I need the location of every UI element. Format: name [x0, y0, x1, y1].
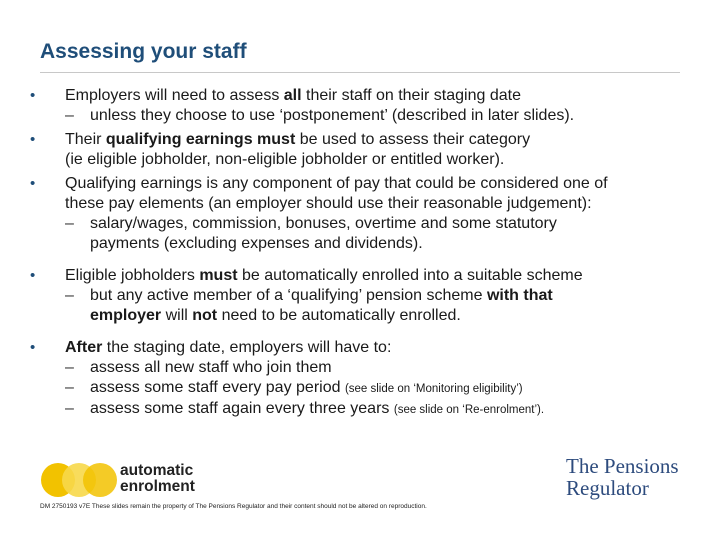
dash-icon: – — [65, 359, 74, 376]
bullet-item — [30, 338, 695, 420]
slide-content — [30, 86, 695, 424]
footer-disclaimer: DM 2750193 v7E These slides remain the property of The Pensions Regulator and their content should not be altered on reproduction. — [40, 503, 427, 510]
dash-icon: – — [65, 107, 74, 124]
bullet-text-line2: (ie eligible jobholder, non-eligible jobholder or entitled worker). — [65, 151, 505, 168]
sub-item: – assess some staff every pay period (see slide on ‘Monitoring eligibility’) — [65, 379, 523, 396]
bullet-item — [30, 86, 695, 126]
bullet-text: Their qualifying earnings must be used to assess their category — [65, 131, 531, 148]
bullet-icon: • — [30, 267, 36, 284]
pensions-regulator-logo: The Pensions Regulator — [566, 454, 679, 500]
bullet-icon: • — [30, 131, 36, 148]
bullet-text: After the staging date, employers will have to: — [65, 339, 392, 356]
sub-item: – assess some staff again every three years (see slide on ‘Re-enrolment’). — [65, 400, 545, 417]
automatic-enrolment-logo: automatic enrolment — [40, 460, 230, 500]
dash-icon: – — [65, 215, 74, 232]
bullet-icon: • — [30, 87, 36, 104]
dash-icon: – — [65, 379, 74, 396]
slide-title: Assessing your staff — [40, 40, 247, 63]
sub-item: – unless they choose to use ‘postponement’ (described in later slides). — [65, 107, 575, 124]
bullet-text: Employers will need to assess all their staff on their staging date — [65, 87, 521, 104]
bullet-item — [30, 266, 695, 326]
bullet-item — [30, 130, 695, 170]
bullet-text: Eligible jobholders must be automatically enrolled into a suitable scheme — [65, 267, 583, 284]
circles-logo-icon — [40, 460, 118, 500]
bullet-item — [30, 174, 695, 254]
sub-item: – but any active member of a ‘qualifying’ pension scheme with that employer will not need to be automatically enrolled. — [65, 287, 553, 324]
title-divider — [40, 72, 680, 73]
bullet-text-line2: these pay elements (an employer should use their reasonable judgement): — [65, 195, 592, 212]
bullet-text: Qualifying earnings is any component of pay that could be considered one of — [65, 175, 608, 192]
dash-icon: – — [65, 400, 74, 417]
dash-icon: – — [65, 287, 74, 304]
bullet-icon: • — [30, 175, 36, 192]
bullet-icon: • — [30, 339, 36, 356]
sub-item: – salary/wages, commission, bonuses, overtime and some statutory payments (excluding expenses and dividends). — [65, 215, 557, 252]
sub-item: – assess all new staff who join them — [65, 359, 332, 376]
